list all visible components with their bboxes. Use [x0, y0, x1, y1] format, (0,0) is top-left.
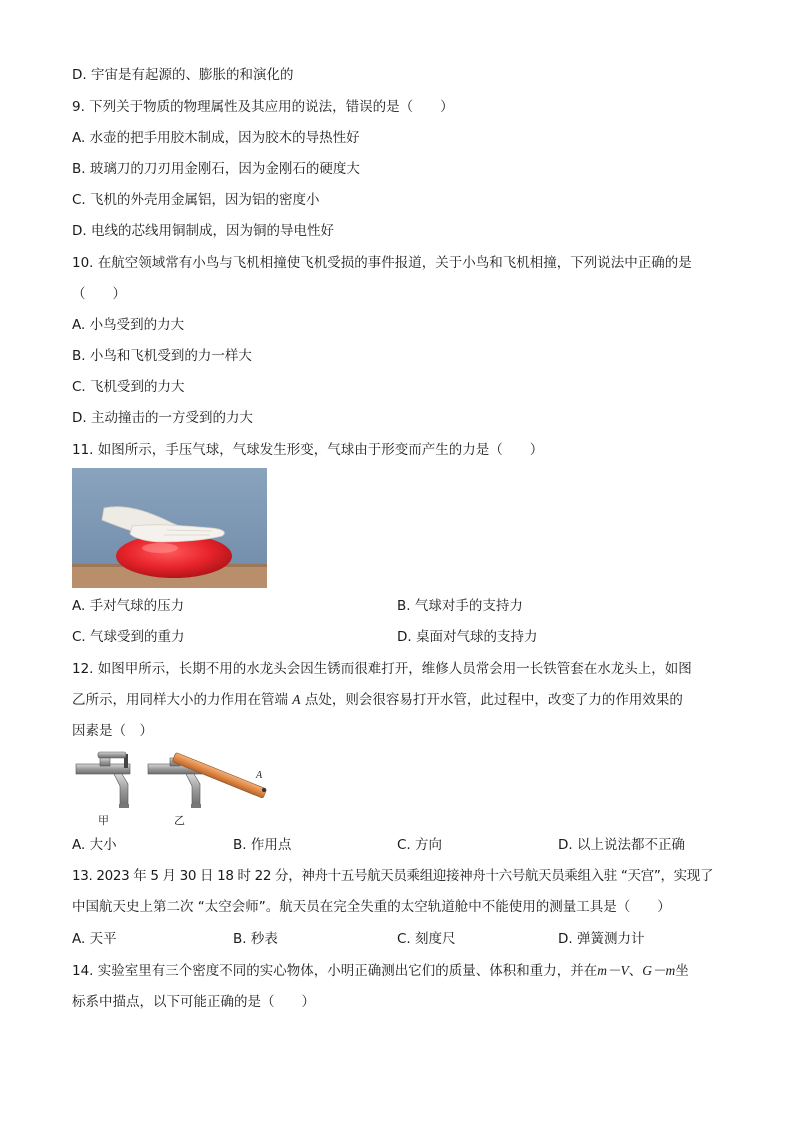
- q12-option-b: B. 作用点: [233, 837, 292, 853]
- faucet-yi: [148, 752, 267, 808]
- q10-stem-line2: （ ）: [72, 286, 126, 302]
- q9-stem: 9. 下列关于物质的物理属性及其应用的说法，错误的是（ ）: [72, 99, 454, 115]
- q8-option-d: D. 宇宙是有起源的、膨胀的和演化的: [72, 67, 294, 83]
- balloon-hand-photo: [72, 468, 267, 588]
- q12-stem-line2: 乙所示，用同样大小的力作用在管端 A 点处，则会很容易打开水管，此过程中，改变了力的作用效果的: [72, 692, 683, 708]
- q10-option-c: C. 飞机受到的力大: [72, 379, 185, 395]
- q10-stem-line1: 10. 在航空领域常有小鸟与飞机相撞使飞机受损的事件报道，关于小鸟和飞机相撞，下列说法中正确的是: [72, 255, 692, 271]
- q12-option-d: D. 以上说法都不正确: [558, 837, 685, 853]
- q14-math-m-v: m－V: [597, 963, 629, 978]
- q11-stem: 11. 如图所示，手压气球，气球发生形变，气球由于形变而产生的力是（ ）: [72, 442, 544, 458]
- point-a-var: A: [292, 692, 301, 707]
- q13-stem-line1: 13. 2023 年 5 月 30 日 18 时 22 分，神舟十五号航天员乘组迎接神舟十六号航天员乘组入驻 “天宫”，实现了: [72, 868, 714, 884]
- q12-stem-line3: 因素是（ ）: [72, 723, 153, 739]
- q13-option-a: A. 天平: [72, 931, 117, 947]
- faucet-jia: [76, 752, 130, 808]
- q9-option-a: A. 水壶的把手用胶木制成，因为胶木的导热性好: [72, 130, 360, 146]
- q11-option-c: C. 气球受到的重力: [72, 629, 185, 645]
- q12-option-a: A. 大小: [72, 837, 117, 853]
- q12-option-c: C. 方向: [397, 837, 443, 853]
- q9-option-c: C. 飞机的外壳用金属铝，因为铝的密度小: [72, 192, 320, 208]
- q13-option-c: C. 刻度尺: [397, 931, 456, 947]
- q14-stem-line2: 标系中描点，以下可能正确的是（ ）: [72, 994, 315, 1010]
- q9-option-b: B. 玻璃刀的刀刃用金刚石，因为金刚石的硬度大: [72, 161, 360, 177]
- q12-stem-line1: 12. 如图甲所示，长期不用的水龙头会因生锈而很难打开，维修人员常会用一长铁管套在水龙头上，如图: [72, 661, 692, 677]
- q9-option-d: D. 电线的芯线用铜制成，因为铜的导电性好: [72, 223, 334, 239]
- q11-option-a: A. 手对气球的压力: [72, 598, 185, 614]
- q10-option-d: D. 主动撞击的一方受到的力大: [72, 410, 253, 426]
- q13-option-b: B. 秒表: [233, 931, 278, 947]
- q13-stem-line2: 中国航天史上第二次 “太空会师”。航天员在完全失重的太空轨道舱中不能使用的测量工具是（ ）: [72, 899, 671, 915]
- figure-label-yi: 乙: [174, 814, 185, 827]
- q11-option-d: D. 桌面对气球的支持力: [397, 629, 538, 645]
- q14-math-g-m: G－m: [642, 963, 676, 978]
- faucet-figure: [70, 748, 280, 828]
- q11-option-b: B. 气球对手的支持力: [397, 598, 523, 614]
- iron-pipe: [172, 752, 267, 798]
- q14-stem-line1: 14. 实验室里有三个密度不同的实心物体，小明正确测出它们的质量、体积和重力，并在m－V、G－m坐: [72, 963, 689, 979]
- q10-option-b: B. 小鸟和飞机受到的力一样大: [72, 348, 252, 364]
- q10-option-a: A. 小鸟受到的力大: [72, 317, 185, 333]
- figure-label-jia: 甲: [98, 814, 109, 827]
- q13-option-d: D. 弹簧测力计: [558, 931, 645, 947]
- figure-label-a: A: [256, 770, 263, 781]
